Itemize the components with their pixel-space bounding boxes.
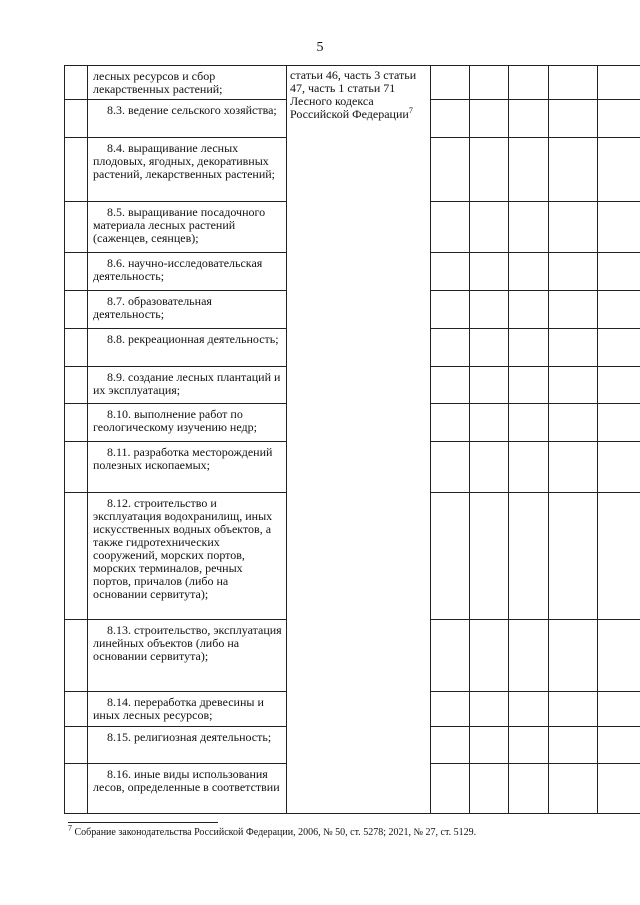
- activity-text: 8.3. ведение сельского хозяйства;: [107, 103, 277, 117]
- empty-cell: [470, 442, 509, 493]
- empty-cell: [431, 138, 470, 202]
- row-number-cell: [65, 367, 88, 404]
- empty-cell: [598, 442, 640, 493]
- activity-text: 8.11. разработка месторождений полезных ископаемых;: [93, 445, 273, 472]
- empty-cell: [470, 493, 509, 620]
- empty-cell: [549, 138, 598, 202]
- activity-cell: [88, 367, 287, 404]
- empty-cell: [549, 442, 598, 493]
- empty-cell: [509, 202, 549, 253]
- activity-text: 8.12. строительство и эксплуатация водохранилищ, иных искусственных водных объектов, а также гидротехнических сооружений, морских портов, морских терминалов, речных портов, причалов (либо на основании сервитута);: [93, 496, 273, 601]
- table-row: [65, 66, 640, 100]
- empty-cell: [549, 764, 598, 814]
- empty-cell: [470, 291, 509, 329]
- row-number-cell: [65, 291, 88, 329]
- activity-cell: [88, 138, 287, 202]
- activity-cell: [88, 727, 287, 764]
- activity-text: 8.13. строительство, эксплуатация линейных объектов (либо на основании сервитута);: [93, 623, 282, 663]
- activity-cell: [88, 620, 287, 692]
- empty-cell: [549, 329, 598, 367]
- empty-cell: [598, 202, 640, 253]
- empty-cell: [431, 66, 470, 100]
- row-number-cell: [65, 100, 88, 138]
- empty-cell: [431, 100, 470, 138]
- empty-cell: [549, 404, 598, 442]
- row-number-cell: [65, 404, 88, 442]
- empty-cell: [431, 404, 470, 442]
- activity-text: 8.4. выращивание лесных плодовых, ягодных, декоративных растений, лекарственных растений;: [93, 141, 275, 181]
- activity-cell: [88, 764, 287, 814]
- empty-cell: [470, 202, 509, 253]
- activity-text: 8.8. рекреационная деятельность;: [107, 332, 279, 346]
- activity-cell: [88, 329, 287, 367]
- empty-cell: [598, 253, 640, 291]
- empty-cell: [509, 291, 549, 329]
- activity-cell: [88, 253, 287, 291]
- row-number-cell: [65, 442, 88, 493]
- empty-cell: [598, 404, 640, 442]
- row-number-cell: [65, 329, 88, 367]
- activity-cell: [88, 404, 287, 442]
- activity-text: 8.16. иные виды использования лесов, определенные в соответствии: [93, 767, 280, 794]
- empty-cell: [470, 100, 509, 138]
- row-number-cell: [65, 620, 88, 692]
- activity-cell: [88, 291, 287, 329]
- page-number: 5: [316, 40, 324, 55]
- activities-table: [64, 65, 640, 814]
- activity-cell: [88, 692, 287, 727]
- empty-cell: [470, 764, 509, 814]
- empty-cell: [431, 727, 470, 764]
- empty-cell: [509, 692, 549, 727]
- empty-cell: [470, 367, 509, 404]
- empty-cell: [431, 329, 470, 367]
- row-number-cell: [65, 66, 88, 100]
- empty-cell: [598, 727, 640, 764]
- legal-basis-text: статьи 46, часть 3 статьи 47, часть 1 статьи 71 Лесного кодекса Российской Федерации: [290, 68, 417, 121]
- empty-cell: [509, 442, 549, 493]
- empty-cell: [598, 692, 640, 727]
- empty-cell: [431, 764, 470, 814]
- empty-cell: [509, 329, 549, 367]
- empty-cell: [470, 329, 509, 367]
- empty-cell: [470, 692, 509, 727]
- empty-cell: [549, 202, 598, 253]
- empty-cell: [470, 253, 509, 291]
- row-number-cell: [65, 727, 88, 764]
- empty-cell: [549, 727, 598, 764]
- empty-cell: [598, 100, 640, 138]
- activity-cell: [88, 66, 287, 100]
- row-number-cell: [65, 692, 88, 727]
- empty-cell: [509, 66, 549, 100]
- empty-cell: [598, 620, 640, 692]
- footnote-text: Собрание законодательства Российской Федерации, 2006, № 50, ст. 5278; 2021, № 27, ст. 5129.: [74, 827, 477, 838]
- empty-cell: [431, 291, 470, 329]
- activity-cell: [88, 493, 287, 620]
- empty-cell: [598, 329, 640, 367]
- row-number-cell: [65, 253, 88, 291]
- empty-cell: [431, 442, 470, 493]
- empty-cell: [509, 138, 549, 202]
- empty-cell: [470, 620, 509, 692]
- empty-cell: [549, 100, 598, 138]
- empty-cell: [598, 66, 640, 100]
- activity-text: 8.6. научно-исследовательская деятельность;: [93, 256, 263, 283]
- empty-cell: [470, 138, 509, 202]
- empty-cell: [470, 727, 509, 764]
- empty-cell: [470, 66, 509, 100]
- activity-text: лесных ресурсов и сбор лекарственных растений;: [93, 69, 223, 96]
- empty-cell: [509, 493, 549, 620]
- empty-cell: [549, 291, 598, 329]
- empty-cell: [509, 100, 549, 138]
- empty-cell: [431, 367, 470, 404]
- activity-cell: [88, 442, 287, 493]
- footnote-ref: 7: [408, 106, 413, 115]
- footnote-marker: 7: [68, 823, 72, 833]
- empty-cell: [509, 404, 549, 442]
- empty-cell: [431, 692, 470, 727]
- footnote-separator: [68, 822, 218, 823]
- empty-cell: [431, 202, 470, 253]
- empty-cell: [549, 66, 598, 100]
- empty-cell: [549, 620, 598, 692]
- empty-cell: [598, 138, 640, 202]
- row-number-cell: [65, 493, 88, 620]
- activity-text: 8.7. образовательная деятельность;: [93, 294, 212, 321]
- empty-cell: [549, 692, 598, 727]
- footnote: [68, 823, 628, 839]
- activity-text: 8.14. переработка древесины и иных лесных ресурсов;: [93, 695, 264, 722]
- empty-cell: [509, 764, 549, 814]
- activity-cell: [88, 100, 287, 138]
- activity-text: 8.15. религиозная деятельность;: [107, 730, 272, 744]
- row-number-cell: [65, 138, 88, 202]
- empty-cell: [598, 291, 640, 329]
- empty-cell: [598, 367, 640, 404]
- empty-cell: [431, 493, 470, 620]
- empty-cell: [470, 404, 509, 442]
- empty-cell: [431, 253, 470, 291]
- empty-cell: [509, 727, 549, 764]
- activity-text: 8.5. выращивание посадочного материала лесных растений (саженцев, сеянцев);: [93, 205, 266, 245]
- row-number-cell: [65, 764, 88, 814]
- empty-cell: [509, 620, 549, 692]
- empty-cell: [598, 764, 640, 814]
- activity-cell: [88, 202, 287, 253]
- empty-cell: [549, 253, 598, 291]
- activity-text: 8.10. выполнение работ по геологическому изучению недр;: [93, 407, 257, 434]
- row-number-cell: [65, 202, 88, 253]
- empty-cell: [549, 493, 598, 620]
- legal-basis-cell: [287, 66, 431, 814]
- empty-cell: [509, 367, 549, 404]
- empty-cell: [431, 620, 470, 692]
- empty-cell: [509, 253, 549, 291]
- empty-cell: [598, 493, 640, 620]
- activity-text: 8.9. создание лесных плантаций и их эксплуатация;: [93, 370, 281, 397]
- empty-cell: [549, 367, 598, 404]
